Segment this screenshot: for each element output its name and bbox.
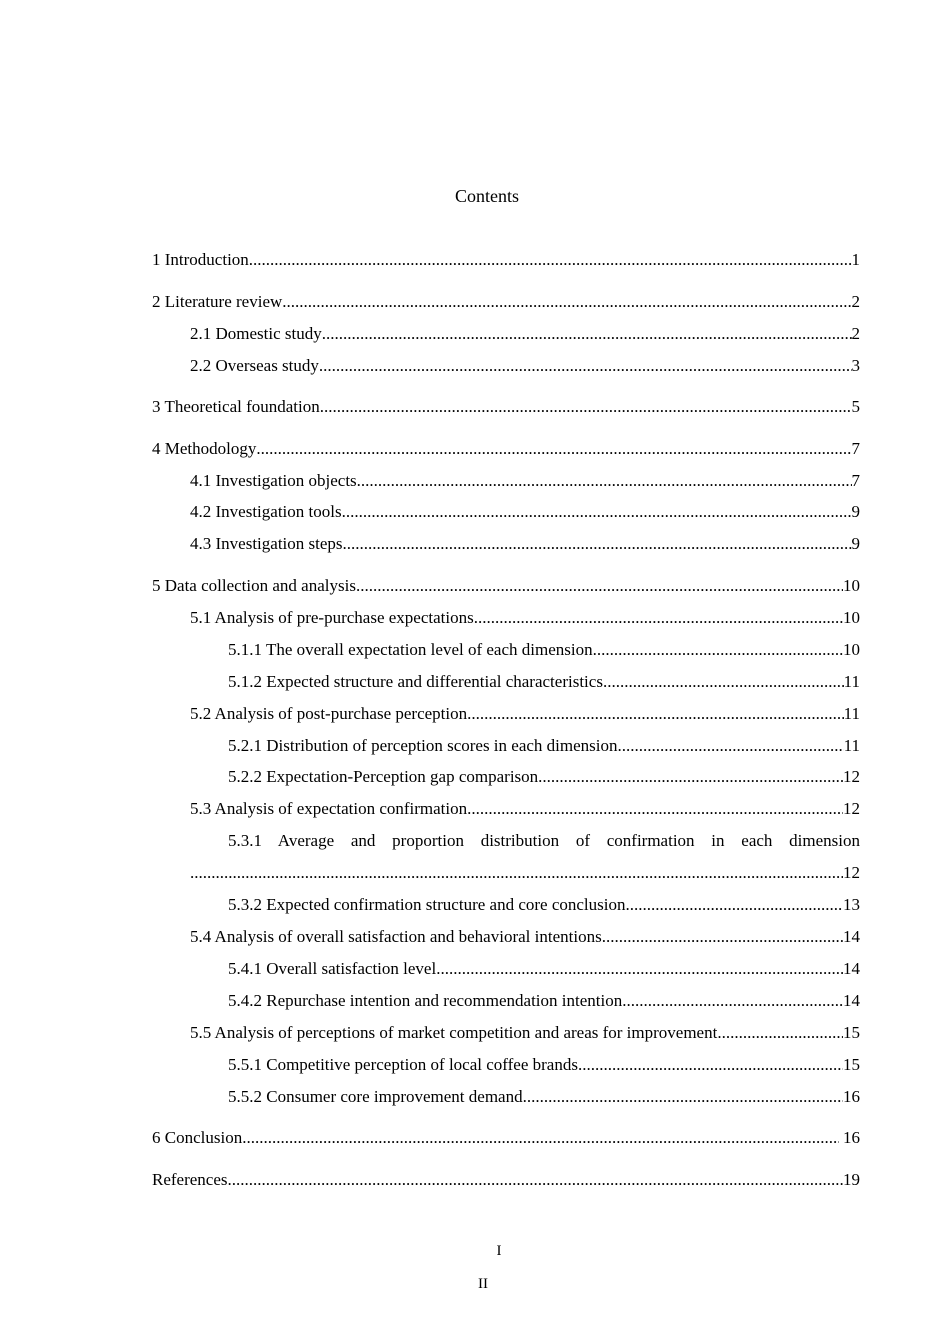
- dot-leader: [717, 1021, 843, 1045]
- toc-entry-page: 10: [843, 640, 860, 659]
- toc-entry-confirmation-distribution: [190, 861, 860, 885]
- toc-entry-repurchase-intention: [228, 989, 860, 1013]
- dot-leader: [342, 500, 852, 524]
- toc-entry-investigation-tools: [190, 500, 860, 524]
- toc-entry-label: 5.3.2 Expected confirmation structure and core conclusion: [228, 895, 626, 914]
- toc-entry-theoretical-foundation: [152, 395, 860, 419]
- toc-entry-label: 2.1 Domestic study: [190, 324, 322, 343]
- toc-entry-label: 5 Data collection and analysis: [152, 576, 356, 595]
- dot-leader: [578, 1053, 843, 1077]
- toc-entry-page: 14: [843, 927, 860, 946]
- dot-leader: [622, 989, 843, 1013]
- toc-entry-page: 14: [843, 959, 860, 978]
- toc-entry-investigation-objects: [190, 469, 860, 493]
- toc-entry-page: 12: [843, 863, 860, 882]
- toc-entry-post-purchase: [190, 702, 860, 726]
- toc-entry-overall-satisfaction: [190, 925, 860, 949]
- toc-entry-pre-purchase: [190, 606, 860, 630]
- toc-title: Contents: [454, 186, 519, 206]
- toc-entry-page: 16: [838, 1128, 860, 1147]
- dot-leader: [282, 290, 851, 314]
- dot-leader: [523, 1085, 843, 1109]
- toc-entry-overall-expectation: [228, 638, 860, 662]
- toc-entry-satisfaction-level: [228, 957, 860, 981]
- toc-entry-label: 5.3 Analysis of expectation confirmation: [190, 799, 468, 818]
- dot-leader: [603, 670, 844, 694]
- toc-entry-page: 2: [851, 292, 860, 311]
- toc-entry-references: [152, 1168, 860, 1192]
- toc-entry-label: 1 Introduction: [152, 250, 249, 269]
- toc-entry-expectation-confirmation: [190, 797, 860, 821]
- dot-leader: [467, 797, 843, 821]
- toc-entry-local-coffee-brands: [228, 1053, 860, 1077]
- dot-leader: [436, 957, 843, 981]
- toc-entry-page: 15: [843, 1055, 860, 1074]
- footer-page-number-1: I: [496, 1243, 502, 1259]
- toc-entry-page: 7: [851, 471, 860, 490]
- dot-leader: [618, 734, 844, 758]
- toc-entry-data-collection: [152, 574, 860, 598]
- dot-leader: [357, 469, 852, 493]
- toc-entry-overseas-study: [190, 354, 860, 378]
- toc-entry-confirmation-distribution-label: 5.3.1 Average and proportion distribution of confirmation in each dimension: [228, 831, 860, 850]
- toc-entry-literature-review: [152, 290, 860, 314]
- toc-entry-gap-comparison: [228, 765, 860, 789]
- toc-entry-page: 11: [843, 704, 860, 723]
- toc-entry-confirmation-structure: [228, 893, 860, 917]
- toc-entry-page: 2: [851, 324, 860, 343]
- toc-entry-label: 5.1.2 Expected structure and differential characteristics: [228, 672, 603, 691]
- toc-entry-label: 4.2 Investigation tools: [190, 502, 342, 521]
- dot-leader: [474, 606, 843, 630]
- toc-entry-market-competition: [190, 1021, 860, 1045]
- toc-entry-improvement-demand: [228, 1085, 860, 1109]
- toc-entry-label: 5.1 Analysis of pre-purchase expectations: [190, 608, 474, 627]
- toc-entry-methodology: [152, 437, 860, 461]
- toc-entry-page: 7: [851, 439, 860, 458]
- toc-entry-label: 5.2.2 Expectation-Perception gap comparison: [228, 767, 539, 786]
- toc-entry-expected-structure: [228, 670, 860, 694]
- dot-leader: [249, 248, 852, 272]
- toc-entry-conclusion: [152, 1126, 860, 1150]
- toc-entry-page: 5: [851, 397, 860, 416]
- dot-leader: [467, 702, 843, 726]
- toc-entry-label: 5.5.2 Consumer core improvement demand: [228, 1087, 523, 1106]
- toc-entry-page: 9: [851, 534, 860, 553]
- dot-leader: [242, 1126, 839, 1150]
- toc-entry-label: 5.4 Analysis of overall satisfaction and behavioral intentions: [190, 927, 602, 946]
- toc-entry-label: 6 Conclusion: [152, 1128, 243, 1147]
- toc-entry-label: 2 Literature review: [152, 292, 283, 311]
- toc-entry-page: 13: [843, 895, 860, 914]
- toc-entry-label: 5.2.1 Distribution of perception scores in each dimension: [228, 736, 618, 755]
- toc-entry-label: 4 Methodology: [152, 439, 257, 458]
- toc-entry-label: 5.5 Analysis of perceptions of market competition and areas for improvement: [190, 1023, 718, 1042]
- toc-entry-page: 14: [843, 991, 860, 1010]
- toc-entry-label: 2.2 Overseas study: [190, 356, 319, 375]
- toc-entry-perception-scores: [228, 734, 860, 758]
- toc-entry-page: 12: [843, 767, 860, 786]
- toc-entry-label: 4.3 Investigation steps: [190, 534, 343, 553]
- dot-leader: [538, 765, 843, 789]
- dot-leader: [602, 925, 843, 949]
- dot-leader: [319, 354, 852, 378]
- dot-leader: [228, 1168, 843, 1192]
- toc-entry-label: 5.4.2 Repurchase intention and recommendation intention: [228, 991, 623, 1010]
- toc-entry-label: 5.2 Analysis of post-purchase perception: [190, 704, 468, 723]
- dot-leader: [322, 322, 852, 346]
- toc-entry-page: 10: [843, 608, 860, 627]
- toc-entry-label: 5.4.1 Overall satisfaction level: [228, 959, 437, 978]
- dot-leader: [625, 893, 843, 917]
- toc-entry-introduction: [152, 248, 860, 272]
- toc-entry-page: 11: [843, 672, 860, 691]
- dot-leader: [356, 574, 843, 598]
- toc-entry-label: 4.1 Investigation objects: [190, 471, 357, 490]
- toc-entry-page: 10: [843, 576, 860, 595]
- toc-entry-page: 3: [851, 356, 860, 375]
- toc-entry-label: 3 Theoretical foundation: [152, 397, 320, 416]
- dot-leader: [320, 395, 852, 419]
- toc-entry-page: 11: [843, 736, 860, 755]
- dot-leader: [343, 532, 852, 556]
- footer-page-number-2: II: [478, 1276, 488, 1292]
- toc-entry-domestic-study: [190, 322, 860, 346]
- toc-entry-page: 9: [851, 502, 860, 521]
- toc-entry-page: 15: [843, 1023, 860, 1042]
- toc-entry-label: References: [152, 1170, 228, 1189]
- toc-entry-page: 1: [851, 250, 860, 269]
- toc-entry-investigation-steps: [190, 532, 860, 556]
- toc-entry-page: 16: [843, 1087, 860, 1106]
- dot-leader: [256, 437, 851, 461]
- toc-entry-page: 19: [843, 1170, 860, 1189]
- dot-leader: [190, 861, 843, 885]
- toc-entry-label: 5.1.1 The overall expectation level of each dimension: [228, 640, 593, 659]
- toc-entry-label: 5.5.1 Competitive perception of local coffee brands: [228, 1055, 578, 1074]
- dot-leader: [593, 638, 843, 662]
- toc-entry-page: 12: [843, 799, 860, 818]
